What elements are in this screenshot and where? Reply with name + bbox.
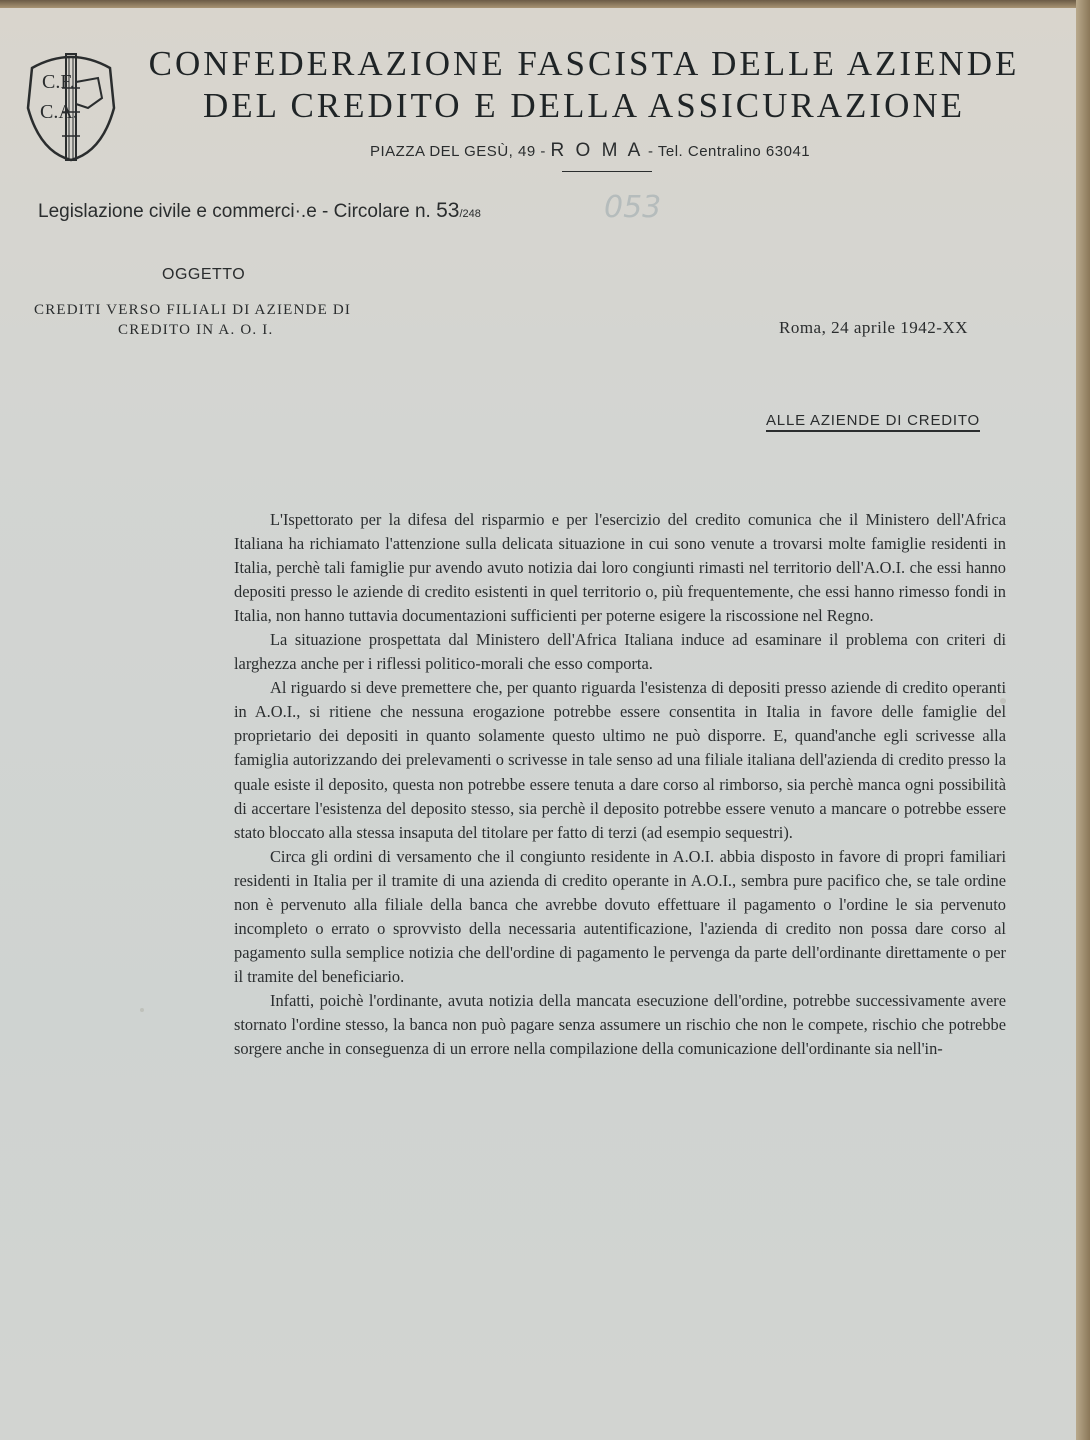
address-street: PIAZZA DEL GESÙ, 49 - [370,143,546,160]
paper-spot [140,1008,144,1012]
svg-text:C.F.: C.F. [42,71,75,93]
handwritten-number: 053 [604,190,662,225]
address-phone: - Tel. Centralino 63041 [647,143,811,160]
header-title-line-1: CONFEDERAZIONE FASCISTA DELLE AZIENDE [148,44,1020,83]
svg-text:C.A.: C.A. [40,101,78,123]
letter-body [234,508,1006,1061]
subject-label: OGGETTO [162,266,246,283]
body-paragraph: La situazione prospettata dal Ministero dell'Africa Italiana induce ad esaminare il problema con criteri di larghezza anche per i riflessi politico-morali che esso comporta. [234,630,1006,674]
body-paragraph: Infatti, poichè l'ordinante, avuta notizia della mancata esecuzione dell'ordine, potrebbe successivamente avere stornato l'ordine stesso, la banca non può pagare senza assumere un rischio che non le compete, rischio che potrebbe sorgere anche in conseguenza di un errore nella compilazione della comunicazione dell'ordinante sia nell'in- [234,990,1006,1059]
page-right-edge [1076,0,1090,1440]
header-title-line-2: DEL CREDITO E DELLA ASSICURAZIONE [202,86,966,125]
body-paragraph: Circa gli ordini di versamento che il congiunto residente in A.O.I. abbia disposto in favore di propri familiari residenti in Italia per il tramite di una azienda di credito operante in A.O.I., sembra pure pacifico che, se tale ordine non è pervenuto alla filiale della banca che avrebbe dovuto effettuare il pagamento o l'ordine le sia pervenuto incompleto o errato o sprovvisto della necessaria autentificazione, l'azienda di credito non possa dare corso al pagamento sulla semplice notizia che dell'ordine di pagamento le pervenga da parte dell'ordinante direttamente o per il tramite del beneficiario. [234,846,1006,986]
body-paragraph: Al riguardo si deve premettere che, per quanto riguarda l'esistenza di depositi presso aziende di credito operanti in A.O.I., si ritiene che nessuna erogazione potrebbe essere consentita in Italia in favore delle famiglie del proprietario dei depositi in quanto solamente questo ultimo ne può disporre. E, quand'anche egli scrivesse alla famiglia autorizzando dei prelevamenti o scrivesse in tale senso ad una filiale italiana dell'azienda di credito presso la quale esiste il deposito, questa non potrebbe essere tenuta a dare corso al rimborso, sia perchè manca ogni possibilità di accertare l'esistenza del deposito stesso, sia perchè il deposito potrebbe essere venuto a mancare o potrebbe essere stato bloccato alla stessa insaputa del titolare per fatto di terzi (ad esempio sequestri). [234,678,1006,842]
address-city: R O M A [550,140,644,161]
subject-line-1: CREDITI VERSO FILIALI DI AZIENDE DI [34,302,352,318]
header-address [370,140,810,162]
circular-sub-number: /248 [459,208,481,220]
circular-number: 53 [436,199,460,222]
subject-line-2: CREDITO IN A. O. I. [118,322,274,338]
body-paragraph: L'Ispettorato per la difesa del risparmio e per l'esercizio del credito comunica che il Ministero dell'Africa Italiana ha richiamato l'attenzione sulla delicata situazione in cui sono venute a trovarsi molte famiglie residenti in Italia, perchè tali famiglie pur avendo avuto notizia dai loro congiunti rimasti nel territorio dell'A.O.I. che essi hanno depositi presso le aziende di credito esistenti in quel territorio o, più frequentemente, che essi hanno rimesso fondi in Italia, non hanno tuttavia documentazioni sufficienti per poterne esigere la riscossione nel Regno. [234,510,1006,626]
addressee: ALLE AZIENDE DI CREDITO [766,412,980,432]
series-label: Legislazione civile e commerci·.e - Circolare n. [38,201,431,222]
letter-date: Roma, 24 aprile 1942-XX [779,318,969,337]
circular-series-line [38,199,481,223]
address-underline [562,171,652,172]
